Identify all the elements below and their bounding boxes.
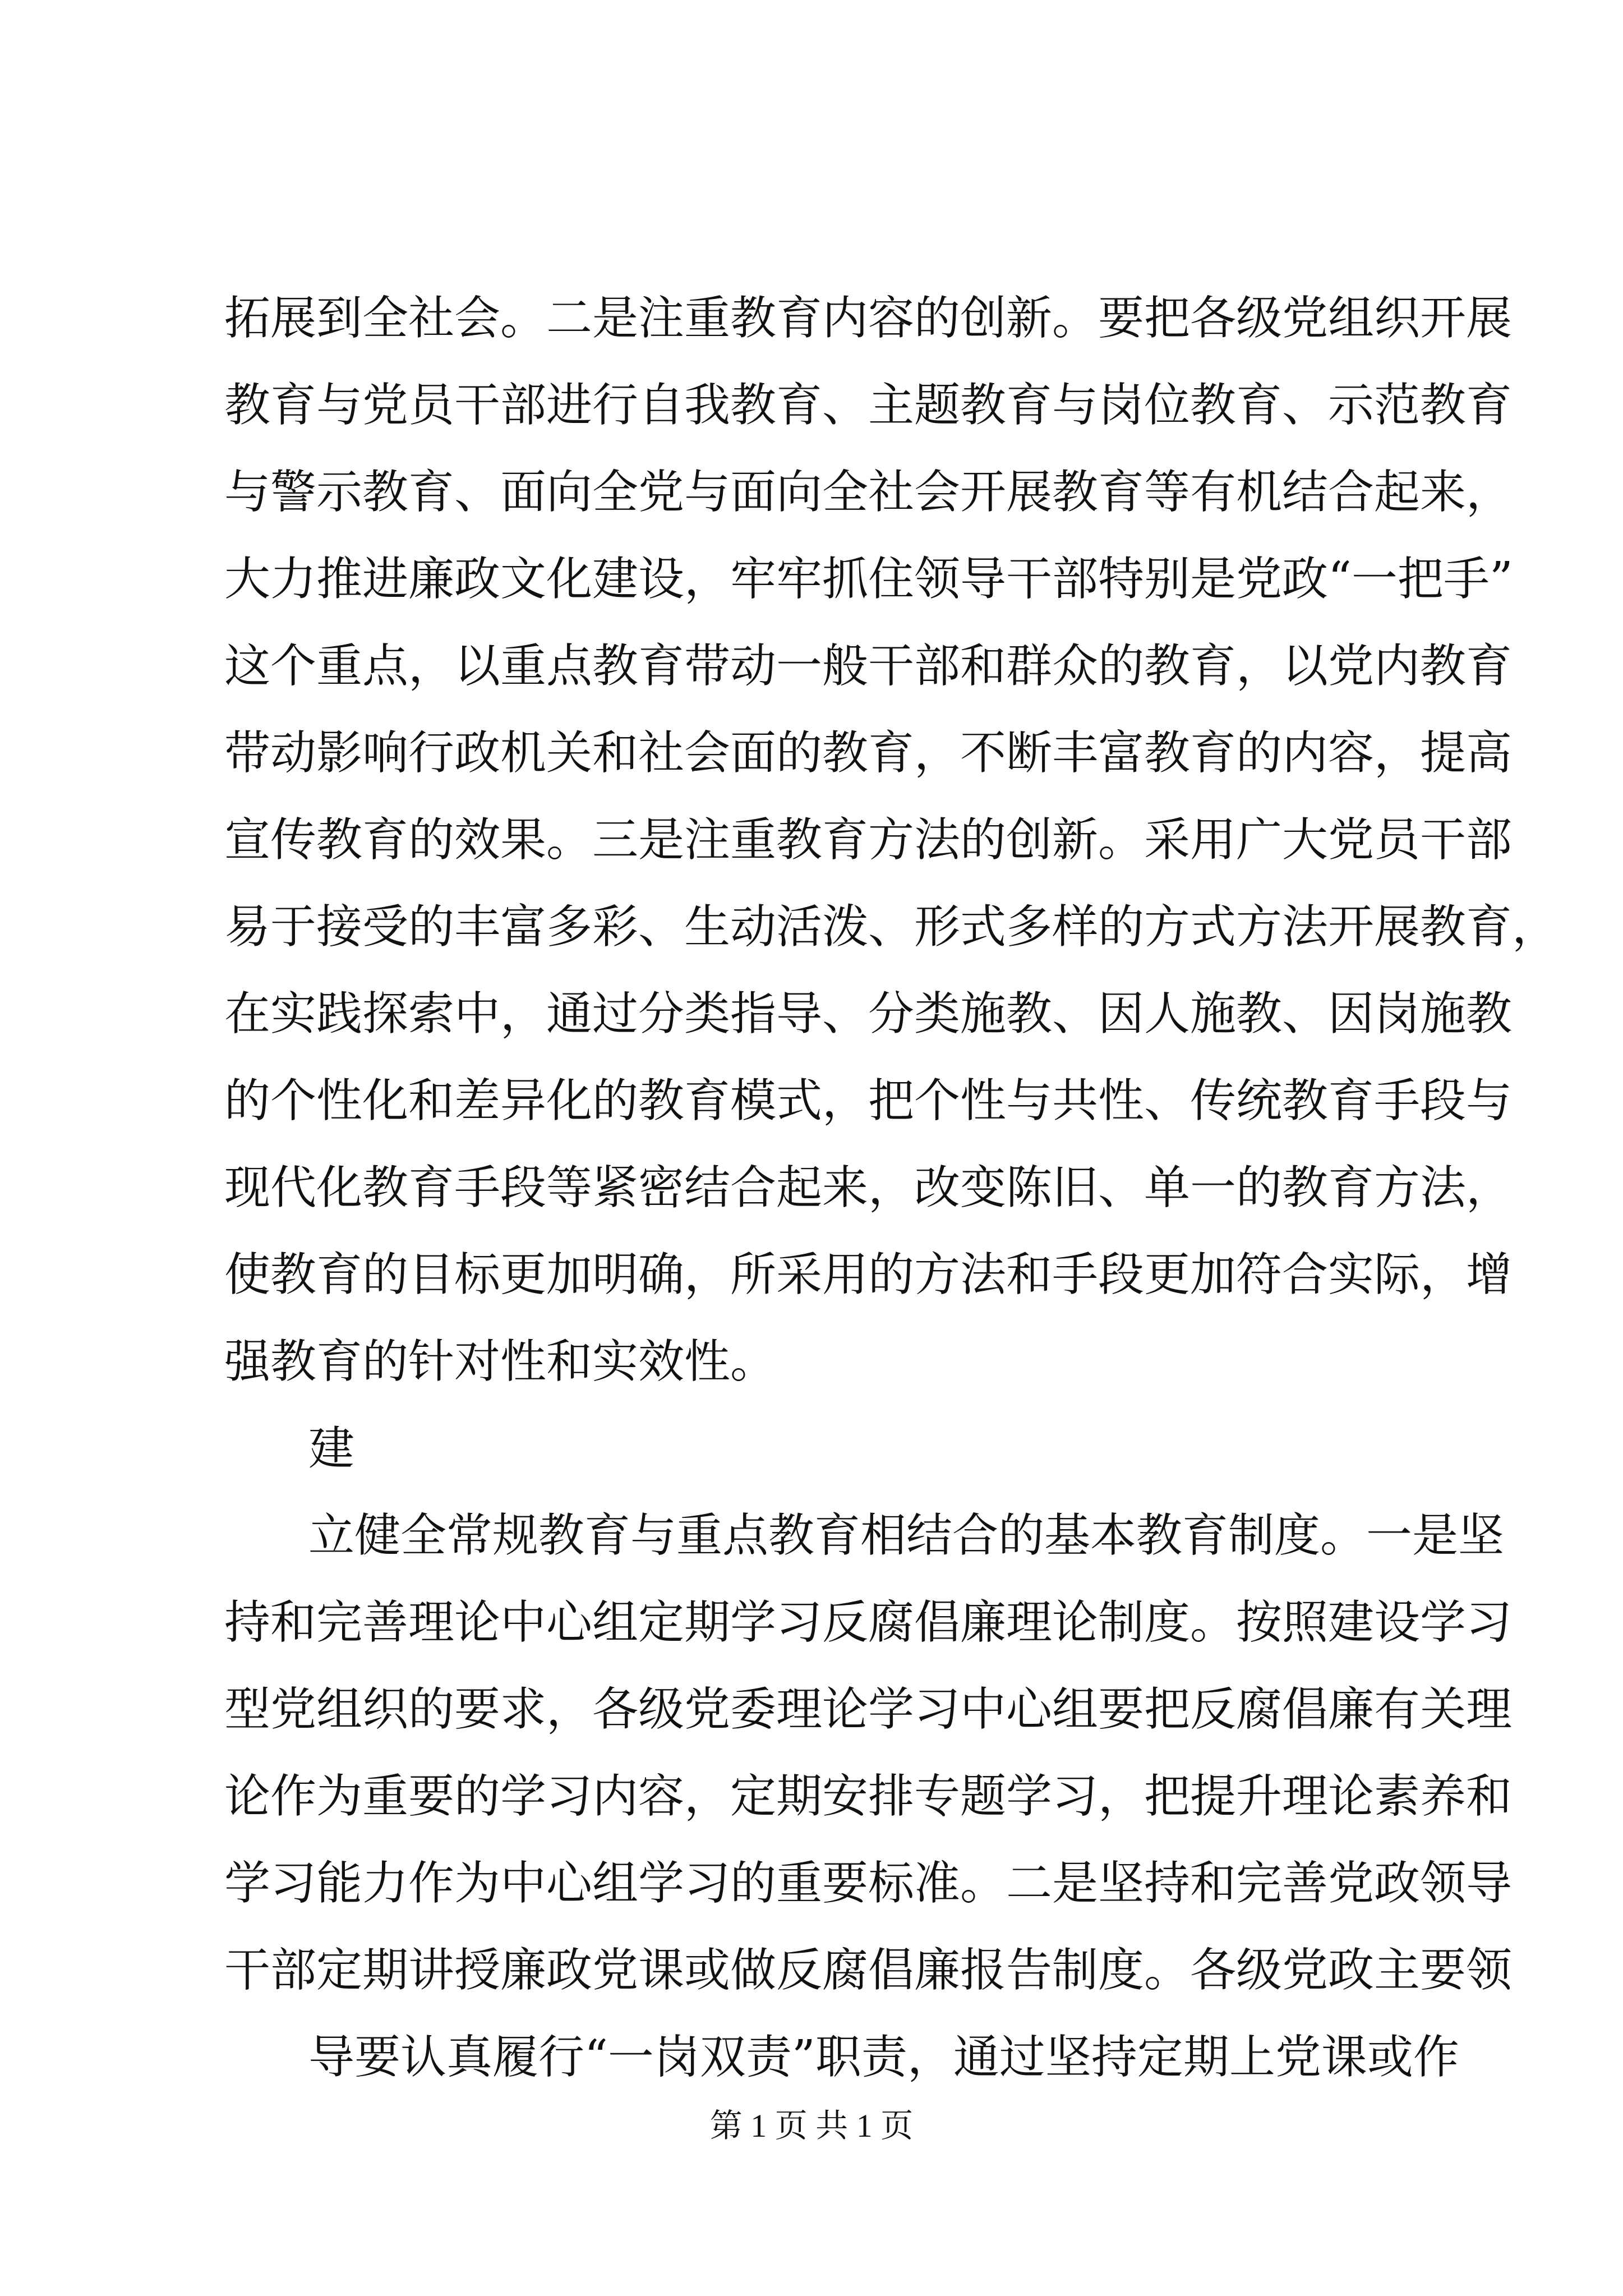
text-line-5: 这个重点，以重点教育带动一般干部和群众的教育，以党内教育	[224, 639, 1513, 693]
text-line-11: 现代化教育手段等紧密结合起来，改变陈旧、单一的教育方法，	[224, 1161, 1513, 1214]
text-line-2: 教育与党员干部进行自我教育、主题教育与岗位教育、示范教育	[224, 379, 1513, 432]
text-line-21: 导要认真履行“一岗双责”职责，通过坚持定期上党课或作	[308, 2031, 1459, 2084]
text-line-3: 与警示教育、面向全党与面向全社会开展教育等有机结合起来，	[224, 466, 1513, 519]
text-line-19: 学习能力作为中心组学习的重要标准。二是坚持和完善党政领导	[224, 1857, 1513, 1910]
text-line-7: 宣传教育的效果。三是注重教育方法的创新。采用广大党员干部	[224, 813, 1513, 867]
text-line-1: 拓展到全社会。二是注重教育内容的创新。要把各级党组织开展	[224, 292, 1513, 345]
text-line-17: 型党组织的要求，各级党委理论学习中心组要把反腐倡廉有关理	[224, 1683, 1513, 1736]
text-line-9: 在实践探索中，通过分类指导、分类施教、因人施教、因岗施教	[224, 987, 1513, 1041]
text-line-20: 干部定期讲授廉政党课或做反腐倡廉报告制度。各级党政主要领	[224, 1944, 1513, 1997]
text-line-14: 建	[308, 1422, 355, 1475]
text-line-12: 使教育的目标更加明确，所采用的方法和手段更加符合实际，增	[224, 1248, 1513, 1301]
text-line-8: 易于接受的丰富多彩、生动活泼、形式多样的方式方法开展教育，	[224, 900, 1559, 954]
text-line-10: 的个性化和差异化的教育模式，把个性与共性、传统教育手段与	[224, 1074, 1513, 1128]
page-number-footer: 第 1 页 共 1 页	[709, 2108, 914, 2144]
text-line-6: 带动影响行政机关和社会面的教育，不断丰富教育的内容，提高	[224, 726, 1513, 780]
text-line-13: 强教育的针对性和实效性。	[224, 1335, 777, 1388]
text-line-15: 立健全常规教育与重点教育相结合的基本教育制度。一是坚	[308, 1509, 1505, 1562]
text-line-4: 大力推进廉政文化建设，牢牢抓住领导干部特别是党政“一把手”	[224, 553, 1513, 606]
text-line-18: 论作为重要的学习内容，定期安排专题学习，把提升理论素养和	[224, 1770, 1513, 1823]
text-line-16: 持和完善理论中心组定期学习反腐倡廉理论制度。按照建设学习	[224, 1596, 1513, 1649]
